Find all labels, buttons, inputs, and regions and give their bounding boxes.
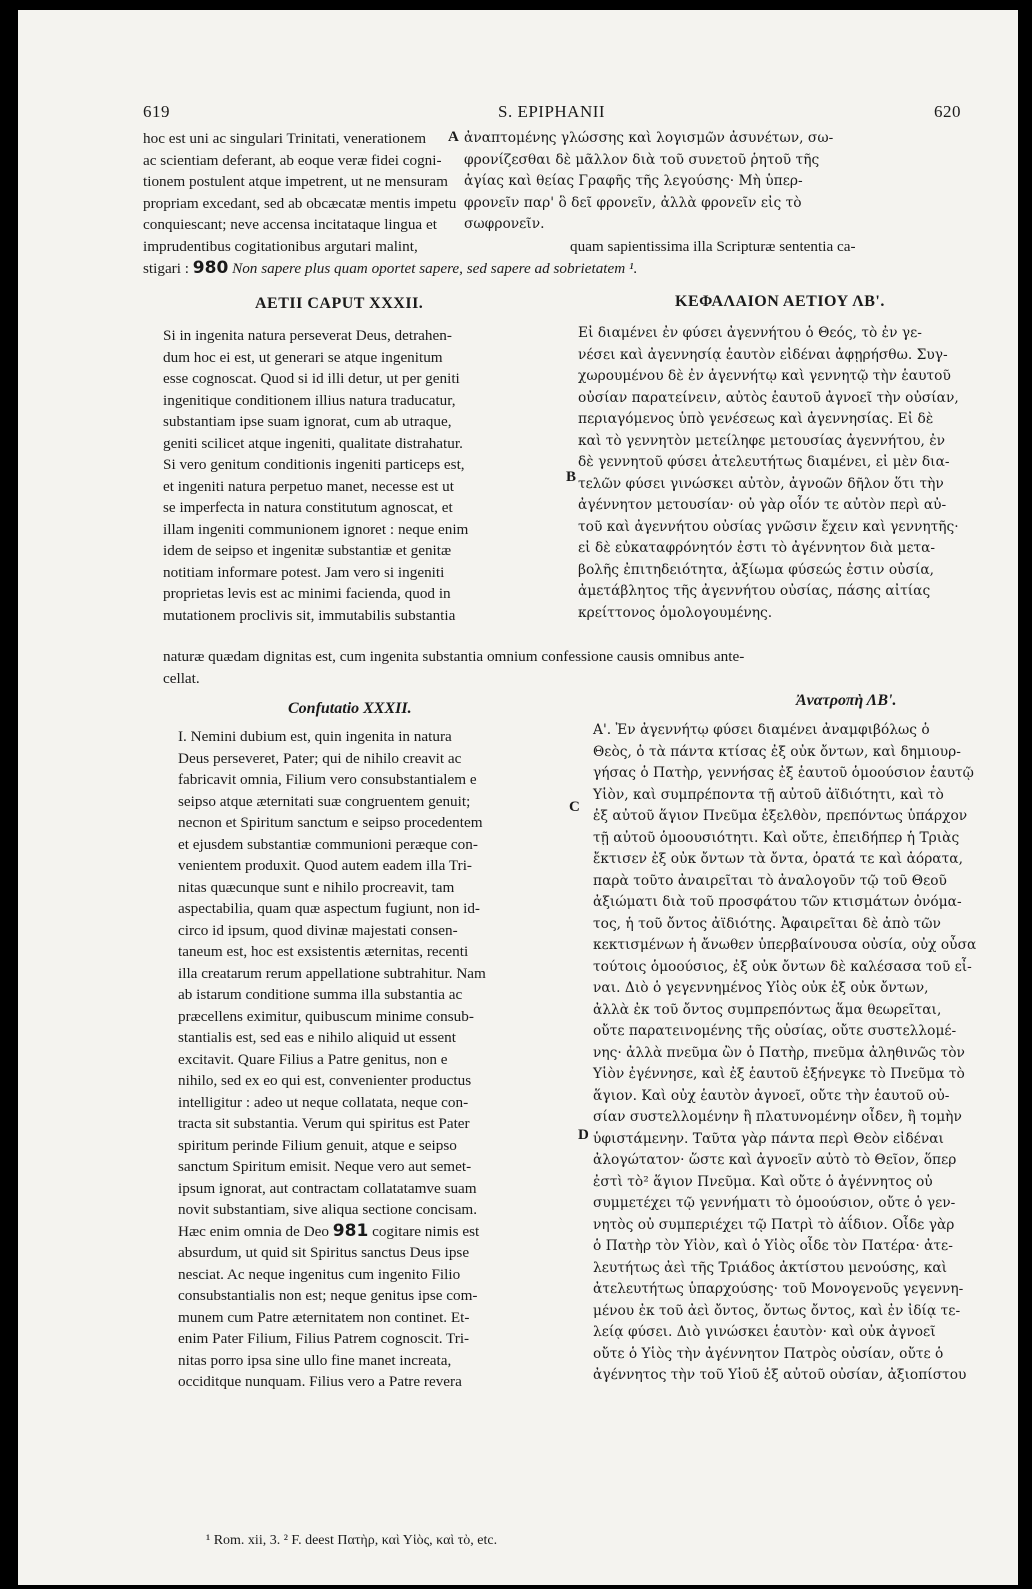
- text-line: intelligitur : adeo ut neque collatata, neque con-: [178, 1093, 469, 1111]
- text-line: se imperfecta in natura constitutum agnoscat, et: [163, 499, 453, 516]
- text-line: ἀλλὰ ἐκ τοῦ ὄντος συμπρεπόντως ἅμα θεωρεῖται,: [593, 1001, 942, 1018]
- text-line: novit substantiam, sive aliqua sectione concisam.: [178, 1201, 478, 1218]
- text-line: κεκτισμένων ἡ ἄνωθεν ὑπερβαίνουσα οὐσία, οὐχ οὖσα: [593, 937, 977, 953]
- text-line: propriam excedant, sed ab obcæcatæ mentis impetu: [143, 194, 457, 212]
- text-line: seipso atque æternitati suæ congruentem genuit;: [178, 792, 471, 810]
- text-line: taneum est, hoc est exsistentis æternitas, recenti: [178, 943, 469, 960]
- text-line: ὁ Πατὴρ τὸν Υἱὸν, καὶ ὁ Υἱὸς οἶδε τὸν Πατέρα· ἀτε-: [593, 1238, 953, 1254]
- text-line: ἀξιώματι διὰ τοῦ προσφάτου τῶν κτισμάτων ὀνόμα-: [593, 894, 962, 910]
- text-line: occiditque nunquam. Filius vero a Patre revera: [178, 1373, 462, 1390]
- text-line: γήσας ὁ Πατὴρ, γεννήσας ἐξ ἑαυτοῦ ὁμοούσιον ἑαυτῷ: [593, 765, 974, 781]
- text-line: mutationem proclivis sit, immutabilis substantia: [163, 606, 456, 624]
- chapter-full-line: naturæ quædam dignitas est, cum ingenita substantia omnium confessione causis omnibus ante-: [163, 648, 745, 665]
- text-line: συμμετέχει τῷ γεννήματι τὸ ὁμοούσιον, οὔτε ὁ γεν-: [593, 1195, 956, 1211]
- text-line: τούτοις ὁμοούσιος, ἐξ οὐκ ὄντων δὲ καλέσασα τοῦ εἶ-: [593, 958, 972, 975]
- text-line: περιαγόμενος ὑπὸ γενέσεως καὶ ἀγεννησίας. Εἰ δὲ: [578, 411, 934, 427]
- chapter-greek-column: [578, 323, 998, 624]
- text-fragment: cogitare nimis est: [372, 1222, 480, 1240]
- column-marker: 980: [192, 258, 229, 278]
- text-line: Υἱὸν, καὶ συμπρέποντα τῇ αὐτοῦ ἀϊδιότητι, καὶ τὸ: [593, 786, 944, 803]
- confutatio-heading-latin: Confutatio XXXII.: [288, 700, 412, 717]
- text-line: [178, 1221, 568, 1243]
- margin-letter-d: D: [578, 1127, 589, 1143]
- text-line: necnon et Spiritum sanctum e seipso procedentem: [178, 814, 483, 831]
- text-line: notitiam informare potest. Jam vero si ingeniti: [163, 563, 445, 581]
- text-line: φρονίζεσθαι δὲ μᾶλλον διὰ τοῦ συνετοῦ ῥητοῦ τῆς: [464, 151, 820, 168]
- text-line: præcellens eximitur, quibuscum minime consub-: [178, 1007, 474, 1025]
- text-line: τῇ αὐτοῦ ὁμοουσιότητι. Καὶ οὔτε, ἐπειδήπερ ἡ Τριὰς: [593, 829, 960, 846]
- text-line: ἀναπτομένης γλώσσης καὶ λογισμῶν ἀσυνέτων, σω-: [464, 130, 834, 146]
- text-line: venientem produxit. Quod autem eadem illa Tri-: [178, 857, 472, 874]
- right-chapter-heading: ΚΕΦΑΛΑΙΟΝ ΑΕΤΙΟΥ ΛΒ'.: [675, 293, 885, 310]
- text-line: ingenitique conditionem illius natura traducatur,: [163, 391, 456, 409]
- confutatio-latin-column: [178, 726, 568, 1393]
- text-line: ἐστὶ τὸ² ἅγιον Πνεῦμα. Καὶ οὔτε ὁ ἀγέννητος οὐ: [593, 1173, 933, 1190]
- text-line: Υἱὸν ἐγέννησε, καὶ ἐξ ἑαυτοῦ ἐξήνεγκε τὸ Πνεῦμα τὸ: [593, 1066, 965, 1082]
- running-title: S. EPIPHANII: [498, 102, 606, 121]
- text-line: παρὰ τοῦτο ἀναιρεῖται τὸ ἀναλογοῦν τῷ τοῦ Θεοῦ: [593, 872, 947, 889]
- text-line: ναι. Διὸ ὁ γεγεννημένος Υἱὸς οὐκ ἐξ οὐκ ὄντων,: [593, 980, 929, 996]
- text-line: ἀγέννητος τὴν τοῦ Υἱοῦ ἐξ αὐτοῦ οὐσίαν, ἀξιοπίστου: [593, 1367, 967, 1383]
- text-line: Α'. Ἐν ἀγεννήτῳ φύσει διαμένει ἀναμφιβόλως ὁ: [593, 722, 930, 738]
- column-marker: 981: [332, 1220, 369, 1241]
- text-line: illam ingeniti communionem ignoret : neque enim: [163, 520, 469, 538]
- text-line: et ingeniti natura perpetuo manet, necesse est ut: [163, 477, 454, 495]
- text-line: ἀγέννητον μετουσίαν· οὐ γὰρ οἷόν τε αὐτὸν περὶ αὐ-: [578, 497, 947, 513]
- confutatio-greek-column: [593, 720, 998, 1387]
- text-line: ἐξ αὐτοῦ ἅγιον Πνεῦμα ἐξελθὸν, πρεπόντως ὑπάρχον: [593, 808, 968, 824]
- top-full-line-2: [143, 258, 637, 280]
- text-line: Deus perseveret, Pater; qui de nihilo creavit ac: [178, 749, 462, 767]
- text-line: nesciat. Ac neque ingenitus cum ingenito Filio: [178, 1265, 461, 1283]
- text-line: οὔτε ὁ Υἱὸς τὴν ἀγέννητον Πατρὸς οὐσίαν, οὔτε ὁ: [593, 1345, 944, 1362]
- text-line: σίαν συστελλομένην ἢ πλατυνομένην οἶδεν, ἢ τομὴν: [593, 1109, 962, 1125]
- text-line: λείᾳ φύσει. Διὸ γινώσκει ἑαυτὸν· καὶ οὐκ ἀγνοεῖ: [593, 1324, 936, 1340]
- text-line: ipsum ignorat, aut contractam collatatamve suam: [178, 1179, 477, 1197]
- footnotes: ¹ Rom. xii, 3. ² F. deest Πατὴρ, καὶ Υἱὸς, καὶ τὸ, etc.: [206, 1533, 498, 1548]
- book-page: [18, 10, 1018, 1585]
- margin-letter-c: C: [569, 799, 580, 815]
- text-line: ἀτελευτήτως ὑπαρχούσης· τοῦ Μονογενοῦς γεγεννη-: [593, 1281, 964, 1297]
- text-line: et ejusdem substantiæ communioni peræque con-: [178, 835, 478, 853]
- text-line: κρείττονος ὁμολογουμένης.: [578, 604, 773, 621]
- top-full-line-1-left: imprudentibus cogitationibus argutari malint,: [143, 238, 418, 255]
- text-line: οὐσίαν παρατείνειν, αὐτὸς ἑαυτοῦ ἀγνοεῖ τὴν οὐσίαν,: [578, 389, 959, 406]
- text-line: enim Pater Filium, Filius Patrem cognoscit. Tri-: [178, 1330, 470, 1347]
- text-line: nihilo, sed ex eo qui est, convenienter productus: [178, 1072, 472, 1089]
- top-greek-block: [464, 128, 984, 236]
- text-line: consubstantialis non est; neque genitus ipse com-: [178, 1287, 478, 1304]
- text-line: Si in ingenita natura perseverat Deus, detrahen-: [163, 327, 452, 344]
- text-line: absurdum, ut quid sit Spiritus sanctus Deus ipse: [178, 1244, 470, 1261]
- text-line: δὲ γεννητοῦ φύσει ἀτελευτήτως διαμένει, εἰ μὲν δια-: [578, 454, 950, 470]
- top-full-line-1-right: quam sapientissima illa Scripturæ sententia ca-: [570, 238, 856, 255]
- text-line: proprietas levis est ac minimi facienda, quod in: [163, 585, 451, 602]
- text-line: spiritum perinde Filium genuit, atque e seipso: [178, 1136, 457, 1154]
- text-line: νέσει καὶ ἀγεννησίᾳ ἑαυτὸν εἰδέναι ἀφῃρήσθω. Συγ-: [578, 346, 948, 363]
- text-line: nitas quæcunque sunt e nihilo procreavit, tam: [178, 878, 455, 896]
- text-line: tionem postulent atque impetrent, ut ne mensuram: [143, 173, 448, 190]
- text-fragment: Hæc enim omnia de Deo: [178, 1222, 329, 1240]
- text-fragment: stigari :: [143, 260, 189, 277]
- chapter-last-line: cellat.: [163, 670, 200, 687]
- text-line: circo id ipsum, quod divinæ majestati consen-: [178, 921, 458, 939]
- text-line: οὔτε παρατεινομένης τῆς οὐσίας, οὔτε συστελλομέ-: [593, 1023, 957, 1039]
- scripture-quote: Non sapere plus quam oportet sapere, sed sapere ad sobrietatem ¹.: [232, 260, 638, 277]
- text-line: μένου ἐκ τοῦ ἀεὶ ὄντος, ὄντως ὄντος, καὶ ἐν ἰδίᾳ τε-: [593, 1302, 961, 1319]
- chapter-latin-column: [163, 325, 563, 626]
- text-line: τος, ἡ τοῦ ὄντος ἀϊδιότης. Ἀφαιρεῖται δὲ ἀπὸ τῶν: [593, 915, 941, 932]
- text-line: ἁγίας καὶ θείας Γραφῆς τῆς λεγούσης· Μὴ ὑπερ-: [464, 173, 803, 189]
- text-line: excitavit. Quare Filius a Patre genitus, non e: [178, 1050, 448, 1068]
- right-page-number: 620: [934, 102, 961, 121]
- text-line: sanctum Spiritum emisit. Neque vero aut semet-: [178, 1158, 472, 1175]
- left-chapter-heading: AETII CAPUT XXXII.: [255, 295, 424, 312]
- text-line: idem de seipso et ingenitæ substantiæ et genitæ: [163, 542, 452, 559]
- text-line: χωρουμένου δὲ ἐν ἀγεννήτῳ καὶ γεννητῷ τὴν ἑαυτοῦ: [578, 368, 951, 384]
- text-line: munem cum Patre æternitatem non continet. Et-: [178, 1308, 470, 1326]
- text-line: ac scientiam deferant, ab eoque veræ fidei cogni-: [143, 151, 442, 169]
- text-line: ὑφιστάμενην. Ταῦτα γὰρ πάντα περὶ Θεὸν εἰδέναι: [593, 1130, 944, 1147]
- margin-letter-a: A: [448, 129, 459, 145]
- margin-letter-b: B: [566, 469, 577, 485]
- top-latin-block: [143, 128, 457, 236]
- text-line: νης· ἀλλὰ πνεῦμα ὢν ὁ Πατὴρ, πνεῦμα ἀληθινῶς τὸν: [593, 1044, 965, 1061]
- text-line: ἀμετάβλητος τῆς ἀγεννήτου οὐσίας, πάσης αἰτίας: [578, 583, 931, 599]
- text-line: stantialis est, sed eas e nihilo aliquid ut essent: [178, 1029, 456, 1046]
- text-line: aspectabilia, quam quæ aspectum fugiunt, non id-: [178, 900, 480, 917]
- confutatio-heading-greek: Ἀνατροπὴ ΛΒ'.: [796, 692, 897, 709]
- text-line: tracta sit substantia. Verum qui spiritus est Pater: [178, 1115, 470, 1132]
- text-line: φρονεῖν παρ' ὃ δεῖ φρονεῖν, ἀλλὰ φρονεῖν εἰς τὸ: [464, 194, 802, 211]
- text-line: I. Nemini dubium est, quin ingenita in natura: [178, 728, 452, 745]
- text-line: τελῶν φύσει γινώσκει αὐτὸν, ἀγνοῶν δῆλον ὅτι τὴν: [578, 475, 944, 492]
- text-line: νητὸς οὐ συμπεριέχει τῷ Πατρὶ τὸ ἀΐδιον. Οἶδε γὰρ: [593, 1216, 955, 1233]
- text-line: illa creatarum rerum appellatione subtrahitur. Nam: [178, 964, 486, 982]
- text-line: conquiescant; neve accensa incitataque lingua et: [143, 216, 437, 233]
- left-page-number: 619: [143, 102, 170, 121]
- text-line: esse cognoscat. Quod si id illi detur, ut per geniti: [163, 370, 460, 387]
- text-line: σωφρονεῖν.: [464, 216, 545, 232]
- text-line: dum hoc ei est, ut generari se atque ingenitum: [163, 348, 443, 366]
- text-line: ἔκτισεν ἐξ οὐκ ὄντων τὰ ὄντα, ὁρατά τε καὶ ἀόρατα,: [593, 851, 963, 867]
- text-line: καὶ τὸ γεννητὸν μετείληφε μετουσίας ἀγεννήτου, ἐν: [578, 432, 946, 449]
- text-line: εἰ δὲ εὐκαταφρόνητόν ἐστι τὸ ἀγέννητον διὰ μετα-: [578, 540, 936, 556]
- text-line: Si vero genitum conditionis ingeniti particeps est,: [163, 456, 465, 473]
- text-line: geniti scilicet atque ingeniti, qualitate distrahatur.: [163, 434, 463, 452]
- text-line: Θεὸς, ὁ τὰ πάντα κτίσας ἐξ οὐκ ὄντων, καὶ δημιουρ-: [593, 743, 961, 760]
- text-line: τοῦ καὶ ἀγεννήτου οὐσίας γνῶσιν ἔχειν καὶ γεννητῆς·: [578, 518, 959, 535]
- text-line: ἅγιον. Καὶ οὐχ ἑαυτὸν ἀγνοεῖ, οὔτε τὴν ἑαυτοῦ οὐ-: [593, 1087, 950, 1104]
- text-line: ἀλογώτατον· ὥστε καὶ ἀγνοεῖν αὐτὸ τὸ Θεῖον, ὅπερ: [593, 1152, 957, 1168]
- text-line: λευτήτως ἀεὶ τῆς Τριάδος ἀκτίστου μενούσης, καὶ: [593, 1259, 948, 1276]
- text-line: hoc est uni ac singulari Trinitati, venerationem: [143, 130, 427, 147]
- text-line: ab istarum conditione summa illa substantia ac: [178, 986, 463, 1003]
- text-line: fabricavit omnia, Filium vero consubstantialem e: [178, 771, 477, 788]
- text-line: Εἰ διαμένει ἐν φύσει ἀγεννήτου ὁ Θεός, τὸ ἐν γε-: [578, 325, 922, 341]
- text-line: substantiam ipse suam ignorat, cum ab utraque,: [163, 413, 452, 430]
- text-line: nitas porro ipsa sine ullo fine manet increata,: [178, 1351, 452, 1369]
- text-line: βολῆς ἐπιτηδειότητα, ἀξίωμα φύσεώς ἐστιν οὐσία,: [578, 561, 935, 578]
